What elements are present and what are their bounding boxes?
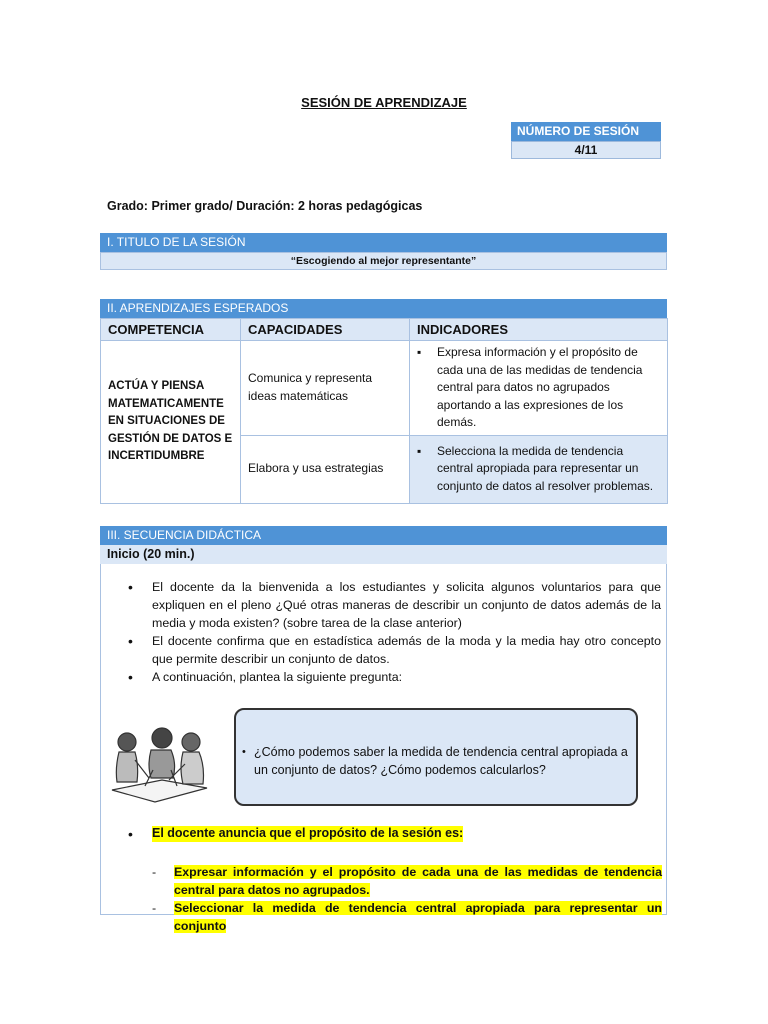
list-item: - Seleccionar la medida de tendencia central apropiada para representar un conjunto — [152, 901, 662, 933]
children-illustration — [107, 720, 211, 812]
bullet-icon: • — [128, 579, 133, 595]
indicador-text: Selecciona la medida de tendencia central apropiada para representar un conjunto de datos al resolver problemas. — [437, 443, 654, 493]
section2-heading: II. APRENDIZAJES ESPERADOS — [100, 299, 667, 318]
session-number-box — [511, 122, 661, 159]
section3-heading: III. SECUENCIA DIDÁCTICA — [100, 526, 667, 545]
session-number-value: 4/11 — [511, 141, 661, 159]
capacidad-cell: Comunica y representa ideas matemáticas — [241, 341, 410, 436]
list-item: - Expresar información y el propósito de cada una de las medidas de tendencia central para datos no agrupados. — [152, 865, 662, 897]
indicador-cell — [410, 435, 668, 503]
col-indicadores: INDICADORES — [410, 319, 668, 341]
list-item: • El docente da la bienvenida a los estudiantes y solicita algunos voluntarios para que expliquen en el pleno ¿Qué otras maneras de describir un conjunto de datos además de la media y moda existen? (sobre tarea de la clase anterior) — [128, 579, 661, 630]
indicador-cell — [410, 341, 668, 436]
bullet-icon: • — [128, 633, 133, 649]
bullet-icon: • — [128, 826, 133, 842]
section1-heading: I. TITULO DE LA SESIÓN — [100, 233, 667, 252]
question-text: • ¿Cómo podemos saber la medida de tendencia central apropiada a un conjunto de datos? ¿Cómo podemos calcularlos? — [242, 745, 628, 777]
col-competencia: COMPETENCIA — [101, 319, 241, 341]
inicio-list — [128, 578, 661, 686]
session-title-value: “Escogiendo al mejor representante” — [100, 252, 667, 270]
list-item: • A continuación, plantea la siguiente pregunta: — [128, 669, 403, 685]
session-number-label: NÚMERO DE SESIÓN — [511, 122, 661, 141]
square-bullet-icon: ▪ — [417, 345, 422, 359]
square-bullet-icon: ▪ — [417, 443, 422, 458]
page-title: SESIÓN DE APRENDIZAJE — [301, 95, 467, 110]
grade-duration: Grado: Primer grado/ Duración: 2 horas pedagógicas — [107, 199, 423, 213]
purpose-list — [152, 863, 662, 935]
purpose-announcement: • El docente anuncia que el propósito de la sesión es: — [128, 826, 464, 842]
bullet-icon: • — [128, 669, 133, 685]
list-item: • El docente confirma que en estadística además de la moda y la media hay otro concepto que permite describir un conjunto de datos. — [128, 633, 661, 666]
learning-table — [100, 318, 668, 504]
bullet-icon: • — [242, 746, 246, 758]
inicio-subheading: Inicio (20 min.) — [100, 545, 667, 564]
col-capacidades: CAPACIDADES — [241, 319, 410, 341]
competencia-cell: ACTÚA Y PIENSA MATEMATICAMENTE EN SITUACIONES DE GESTIÓN DE DATOS E INCERTIDUMBRE — [101, 341, 241, 504]
indicador-text: Expresa información y el propósito de cada una de las medidas de tendencia central para datos no agrupados aportando a las expresiones de los demás. — [437, 345, 643, 429]
capacidad-cell: Elabora y usa estrategias — [241, 435, 410, 503]
